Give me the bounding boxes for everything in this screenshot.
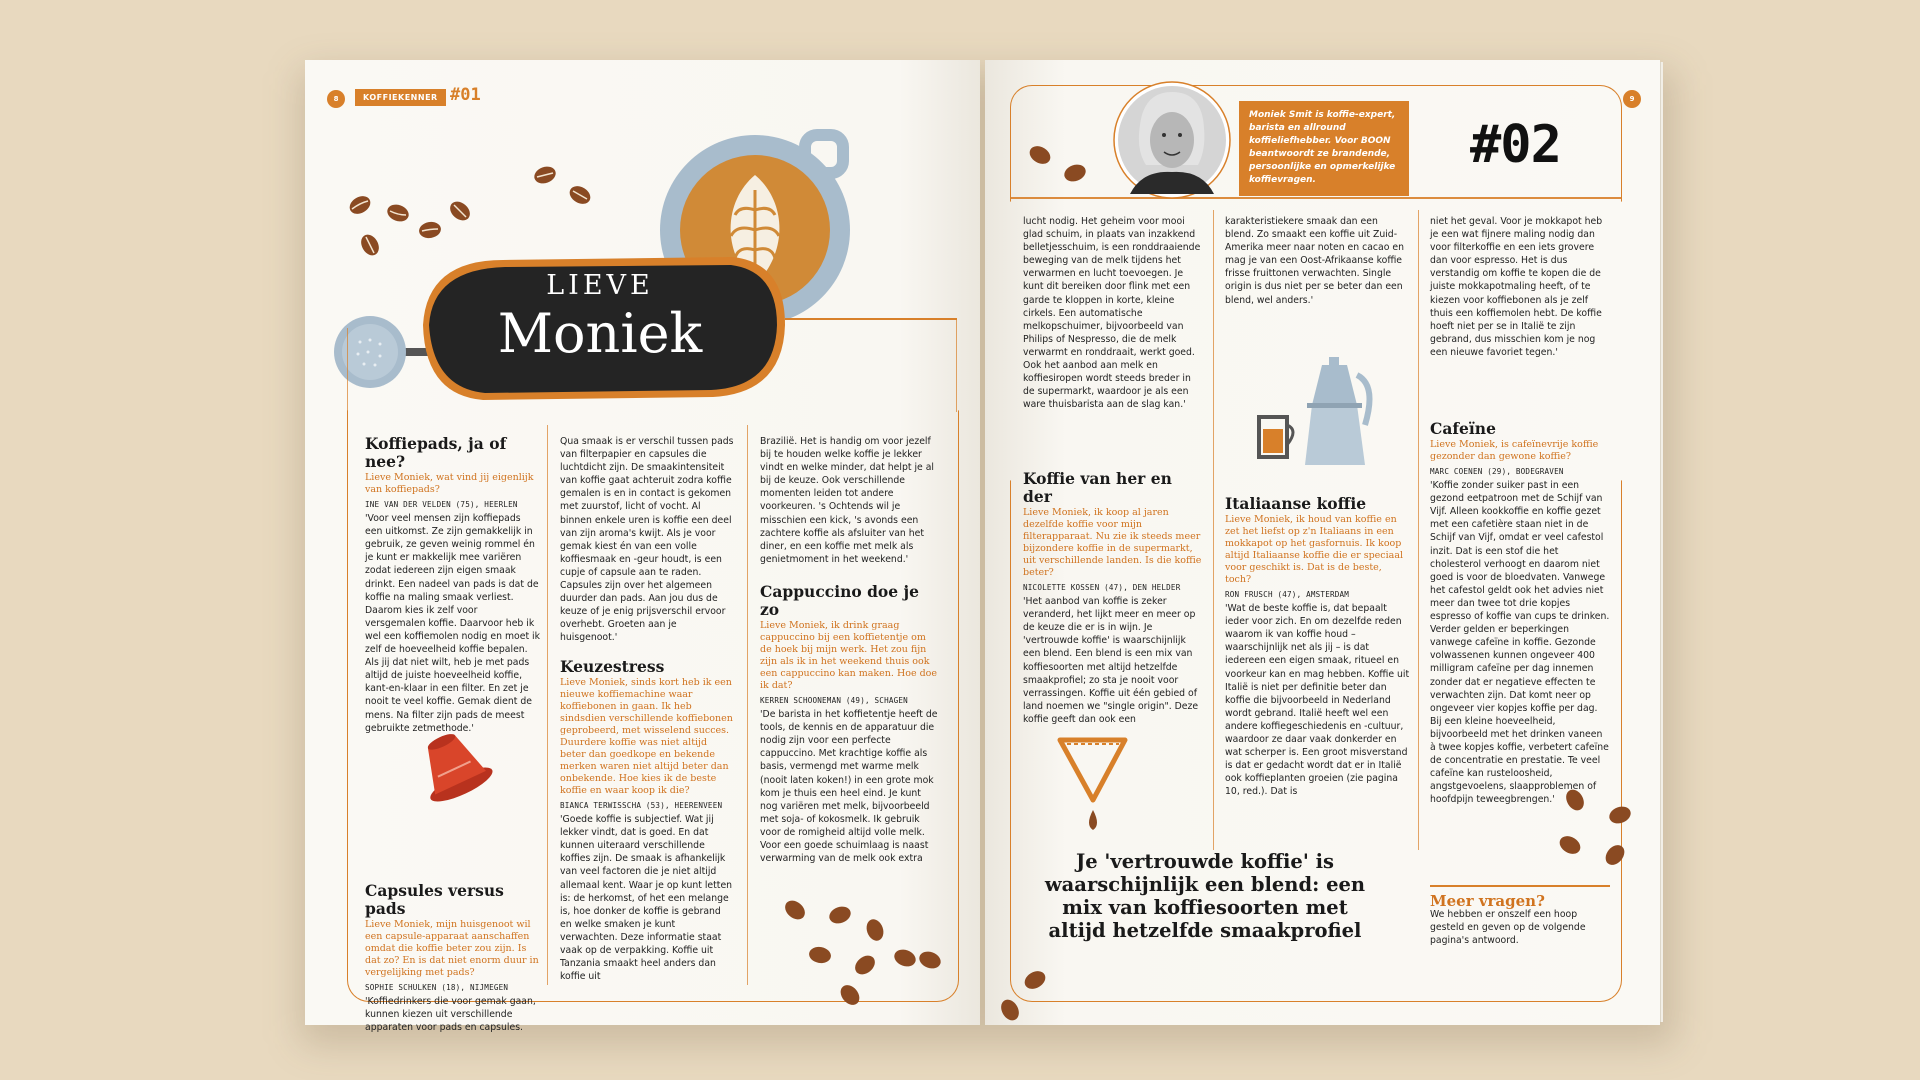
- right-column-1: [1023, 215, 1203, 411]
- article-heading: Keuzestress: [560, 657, 665, 676]
- column-3: [760, 435, 940, 566]
- article-heading: Koffiepads, ja of nee?: [365, 434, 507, 471]
- article-body: karakteristiekere smaak dan een blend. Zo smaakt een koffie uit Zuid-Amerika meer naar noten en cacao en mag je van een Oost-Afrikaanse koffie frisse fruittonen verwachten. Single origin is dus niet per se beter dan een blend, wel anders.': [1225, 216, 1404, 306]
- page-number-left: 8: [327, 90, 345, 108]
- article-byline: SOPHIE SCHULKEN (18), NIJMEGEN: [365, 983, 509, 992]
- banner-moniek: Moniek: [497, 302, 703, 365]
- banner-lieve: LIEVE: [546, 270, 654, 301]
- column-2: [560, 435, 735, 645]
- frame-line: [347, 328, 348, 412]
- page-number-right: 9: [1623, 90, 1641, 108]
- article-byline: INE VAN DER VELDEN (75), HEERLEN: [365, 500, 518, 509]
- article-body: 'Wat de beste koffie is, dat bepaalt ieder voor zich. En om dezelfde reden waarom ik van koffie houd – waarschijnlijk net als jij – is dat iedereen een eigen smaak, ritueel en voorkeur kan en mag hebben. Koffie uit Italië is niet per definitie beter dan koffie die bijvoorbeeld in Nederland wordt gebrand. Italië heeft wel een andere koffiegeschiedenis en -cultuur, waardoor ze daar vaak donkerder en wat scherper is. Een groot misverstand is dat er gedacht wordt dat er in Italië ook koffieplanten groeien (zie pagina 10, red.). Dat is: [1225, 603, 1410, 798]
- column-divider: [547, 425, 548, 985]
- issue-label-right: #02: [1470, 115, 1561, 175]
- article-body: 'Het aanbod van koffie is zeker veranderd, het lijkt meer en meer op de keuze die er is in wijn. Je 'vertrouwde koffie' is waarschijnlijk een blend. Een blend is een mix van koffiesoorten met altijd hetzelfde smaakprofiel; zo sta je nooit voor verrassingen. Koffie uit één gebied of land noemen we "single origin". Deze koffie geeft dan ook een: [1023, 596, 1199, 725]
- frame-line: [1010, 197, 1622, 199]
- column-1-bottom: [365, 882, 540, 1034]
- column-2-bottom: [560, 658, 735, 983]
- article-heading: Cappuccino doe je zo: [760, 582, 919, 619]
- article-heading: Italiaanse koffie: [1225, 494, 1367, 513]
- right-page: [985, 60, 1660, 1025]
- right-column-3-bottom: [1430, 420, 1610, 806]
- frame-line: [956, 318, 957, 412]
- article-byline: BIANCA TERWISSCHA (53), HEERENVEEN: [560, 801, 723, 810]
- article-body: lucht nodig. Het geheim voor mooi glad schuim, in plaats van inzakkend belletjesschuim, is een ronddraaiende beweging van de melk tijdens het verwarmen en lucht toevoegen. Je kunt dit bereiken door flink met een garde te kloppen in korte, kleine cirkels. Een automatische melkopschuimer, bijvoorbeeld van Philips of Nespresso, die de melk verwarmt en ronddraait, werkt goed. Ook het aanbod aan melk en koffiesiropen wordt steeds breder in de supermarkt, waardoor je als een ware thuisbarista aan de slag kan.': [1023, 216, 1201, 411]
- right-column-1-bottom: [1023, 470, 1203, 726]
- article-question: Lieve Moniek, ik koop al jaren dezelfde koffie voor mijn filterapparaat. Nu zie ik steeds meer bijzondere koffie in de supermarkt, uit verschillende landen. Is die koffie beter?: [1023, 507, 1202, 578]
- magazine-spread: [305, 60, 1660, 1034]
- article-heading: Cafeïne: [1430, 419, 1496, 438]
- article-byline: MARC COENEN (29), BODEGRAVEN: [1430, 467, 1564, 476]
- column-1: [365, 435, 540, 735]
- coffee-filter-icon: [1055, 730, 1135, 840]
- article-body: 'De barista in het koffietentje heeft de tools, de kennis en de apparatuur die nodig zijn voor een perfecte cappuccino. Met krachtige koffie als basis, vermengd met warme melk (nooit laten koken!) in een grote mok kom je thuis een heel eind. Je kunt nog variëren met melk, bijvoorbeeld met soja- of kokosmelk. Ik gebruik voor de romigheid altijd volle melk. Voor een goede schuimlaag is naast verwarming van de melk ook extra: [760, 709, 938, 865]
- article-heading: Koffie van her en der: [1023, 469, 1172, 506]
- column-divider: [747, 425, 748, 985]
- coffee-beans-icon: [1015, 125, 1105, 195]
- article-question: Lieve Moniek, sinds kort heb ik een nieuwe koffiemachine waar koffiebonen in gaan. Ik heb sindsdien verschillende koffiebonen geprobeerd, met wisselend succes. Duurdere koffie was niet altijd beter dan goedkope en bekende merken waren niet altijd beter dan onbekende. Hoe kies ik de beste koffie en waar koop ik die?: [560, 677, 733, 796]
- coffee-beans-icon: [905, 940, 1065, 1030]
- moka-pot-icon: [1247, 355, 1387, 475]
- article-question: Lieve Moniek, is cafeïnevrije koffie gezonder dan gewone koffie?: [1430, 439, 1599, 462]
- right-column-2-bottom: [1225, 495, 1410, 799]
- article-question: Lieve Moniek, ik houd van koffie en zet het liefst op z'n Italiaans in een mokkapot op het gasfornuis. Ik koop altijd Italiaanse koffie die er speciaal voor geschikt is. Dat is de beste, toch?: [1225, 514, 1404, 585]
- article-body: Qua smaak is er verschil tussen pads van filterpapier en capsules die luchtdicht zijn. De smaakintensiteit van koffie gaat achteruit zodra koffie gemalen is en in contact is gekomen met zuurstof, licht of vocht. Al binnen enkele uren is koffie een deel van zijn aroma's kwijt. Als je voor gemak kiest én van een volle koffiesmaak en -geur houdt, is een cupje of capsule aan te raden. Capsules zijn over het algemeen duurder dan pads. Aan jou dus de keuze of je enig prijsverschil ervoor overhebt. Groeten aan je huisgenoot.': [560, 436, 734, 644]
- column-divider: [1213, 210, 1214, 850]
- coffee-beans-icon: [330, 115, 590, 255]
- banner: [420, 250, 780, 410]
- issue-label-left: #01: [450, 85, 481, 105]
- article-byline: RON FRUSCH (47), AMSTERDAM: [1225, 590, 1350, 599]
- article-body: Brazilië. Het is handig om voor jezelf bij te houden welke koffie je lekker vindt en welke minder, dat helpt je al bij de keuze. Ook verschillende momenten leiden tot andere voorkeuren. 's Ochtends wil je misschien een kick, 's avonds een zachtere koffie als afsluiter van het diner, en een koffie met melk als genietmoment in het weekend.': [760, 436, 934, 565]
- author-bio: Moniek Smit is koffie-expert, barista en allround koffieliefhebber. Voor BOON beantwoordt ze brandende, persoonlijke en opmerkelijke koffievragen.: [1239, 101, 1409, 196]
- article-question: Lieve Moniek, ik drink graag cappuccino bij een koffietentje om de hoek bij mijn werk. Het zou fijn zijn als ik in het weekend thuis ook een cappuccino kan maken. Hoe doe ik dat?: [760, 620, 938, 691]
- right-column-3: [1430, 215, 1610, 359]
- more-questions: [1430, 892, 1610, 947]
- coffee-beans-icon: [1545, 780, 1655, 900]
- article-body: 'Voor veel mensen zijn koffiepads een uitkomst. Ze zijn gemakkelijk in gebruik, ze geven weinig rommel én je kunt er makkelijk mee variëren zodat iedereen zijn eigen smaak drinkt. Een nadeel van pads is dat de koffie na maling smaak verliest. Daarom kies ik zelf voor versgemalen koffie. Daarvoor heb ik wel een koffiemolen nodig en moet ik zelf de hoeveelheid koffie bepalen. Als jij dat niet wilt, heb je met pads altijd de juiste hoeveelheid koffie, kant-en-klaar in een filter. En zet je nooit te veel koffie. Gemak dient de mens. Na filter zijn pads de meest gebruikte zetmethode.': [365, 513, 541, 734]
- right-column-2: [1225, 215, 1405, 307]
- article-question: Lieve Moniek, mijn huisgenoot wil een capsule-apparaat aanschaffen omdat die koffie beter zou zijn. Is dat zo? En is dat niet enorm duur in vergelijking met pads?: [365, 919, 539, 978]
- article-body: 'Goede koffie is subjectief. Wat jij lekker vindt, dat is goed. En dat kunnen uiteraard verschillende koffies zijn. De smaak is afhankelijk van veel factoren die je niet altijd allemaal kent. Waar je op kunt letten is: de herkomst, of het een melange is, hoe donker de koffie is gebrand en welke smaken je kunt verwachten. Deze informatie staat vaak op de verpakking. Koffie uit Tanzania smaakt heel anders dan koffie uit: [560, 814, 733, 983]
- article-body: 'Koffie zonder suiker past in een gezond eetpatroon met de Schijf van Vijf. Alleen kookkoffie en koffie gezet met een cafetière staan niet in de Schijf van Vijf, omdat er veel cafestol inzit. Dat is een stof die het cholesterol verhoogt en daarom niet goed is voor de bloedvaten. Vanwege het cafestol geldt ook het advies niet meer dan twee tot drie kopjes espresso of koffie van cups te drinken. Verder gelden er beperkingen vanwege cafeïne in koffie. Gezonde volwassenen kunnen ongeveer 400 milligram cafeïne per dag innemen zonder dat er negatieve effecten te verwachten zijn. Dat komt neer op ongeveer vier kopjes koffie per dag. Bij een kleine hoeveelheid, bijvoorbeeld met het drinken vaneen à twee kopjes koffie, verbetert cafeïne de concentratie en prestatie. Te veel cafeïne kan rusteloosheid, angstgevoelens, slaapproblemen of hoofdpijn teweegbrengen.': [1430, 480, 1610, 806]
- pull-quote: Je 'vertrouwde koffie' is waarschijnlijk een blend: een mix van koffiesoorten met altijd hetzelfde smaakprofiel: [1044, 850, 1366, 942]
- column-divider: [1418, 210, 1419, 850]
- portrait-avatar: [1112, 80, 1232, 200]
- article-body: niet het geval. Voor je mokkapot heb je een wat fijnere maling nodig dan voor filterkoffie en een iets grovere dan voor espresso. Het is dus verstandig om koffie te kopen die de juiste mokkapotmaling heeft, of te kiezen voor koffiebonen als je zelf thuis een koffiemolen hebt. De koffie hoeft niet per se in Italië te zijn gebrand, dus misschien kom je nog een nieuwe favoriet tegen.': [1430, 216, 1603, 358]
- frame-line: [1430, 885, 1610, 887]
- more-questions-heading: Meer vragen?: [1430, 892, 1545, 910]
- left-page: [305, 60, 980, 1034]
- article-byline: KERREN SCHOONEMAN (49), SCHAGEN: [760, 696, 908, 705]
- column-3-bottom: [760, 583, 940, 865]
- coffee-capsule-icon: [405, 715, 495, 805]
- article-body: 'Koffiedrinkers die voor gemak gaan, kunnen kiezen uit verschillende apparaten voor pads en capsules.: [365, 996, 536, 1034]
- frame-line: [785, 318, 957, 320]
- article-question: Lieve Moniek, wat vind jij eigenlijk van koffiepads?: [365, 472, 534, 495]
- article-byline: NICOLETTE KOSSEN (47), DEN HELDER: [1023, 583, 1181, 592]
- article-heading: Capsules versus pads: [365, 881, 504, 918]
- section-tag: KOFFIEKENNER: [355, 89, 446, 106]
- more-questions-body: We hebben er onszelf een hoop gesteld en geven op de volgende pagina's antwoord.: [1430, 909, 1586, 947]
